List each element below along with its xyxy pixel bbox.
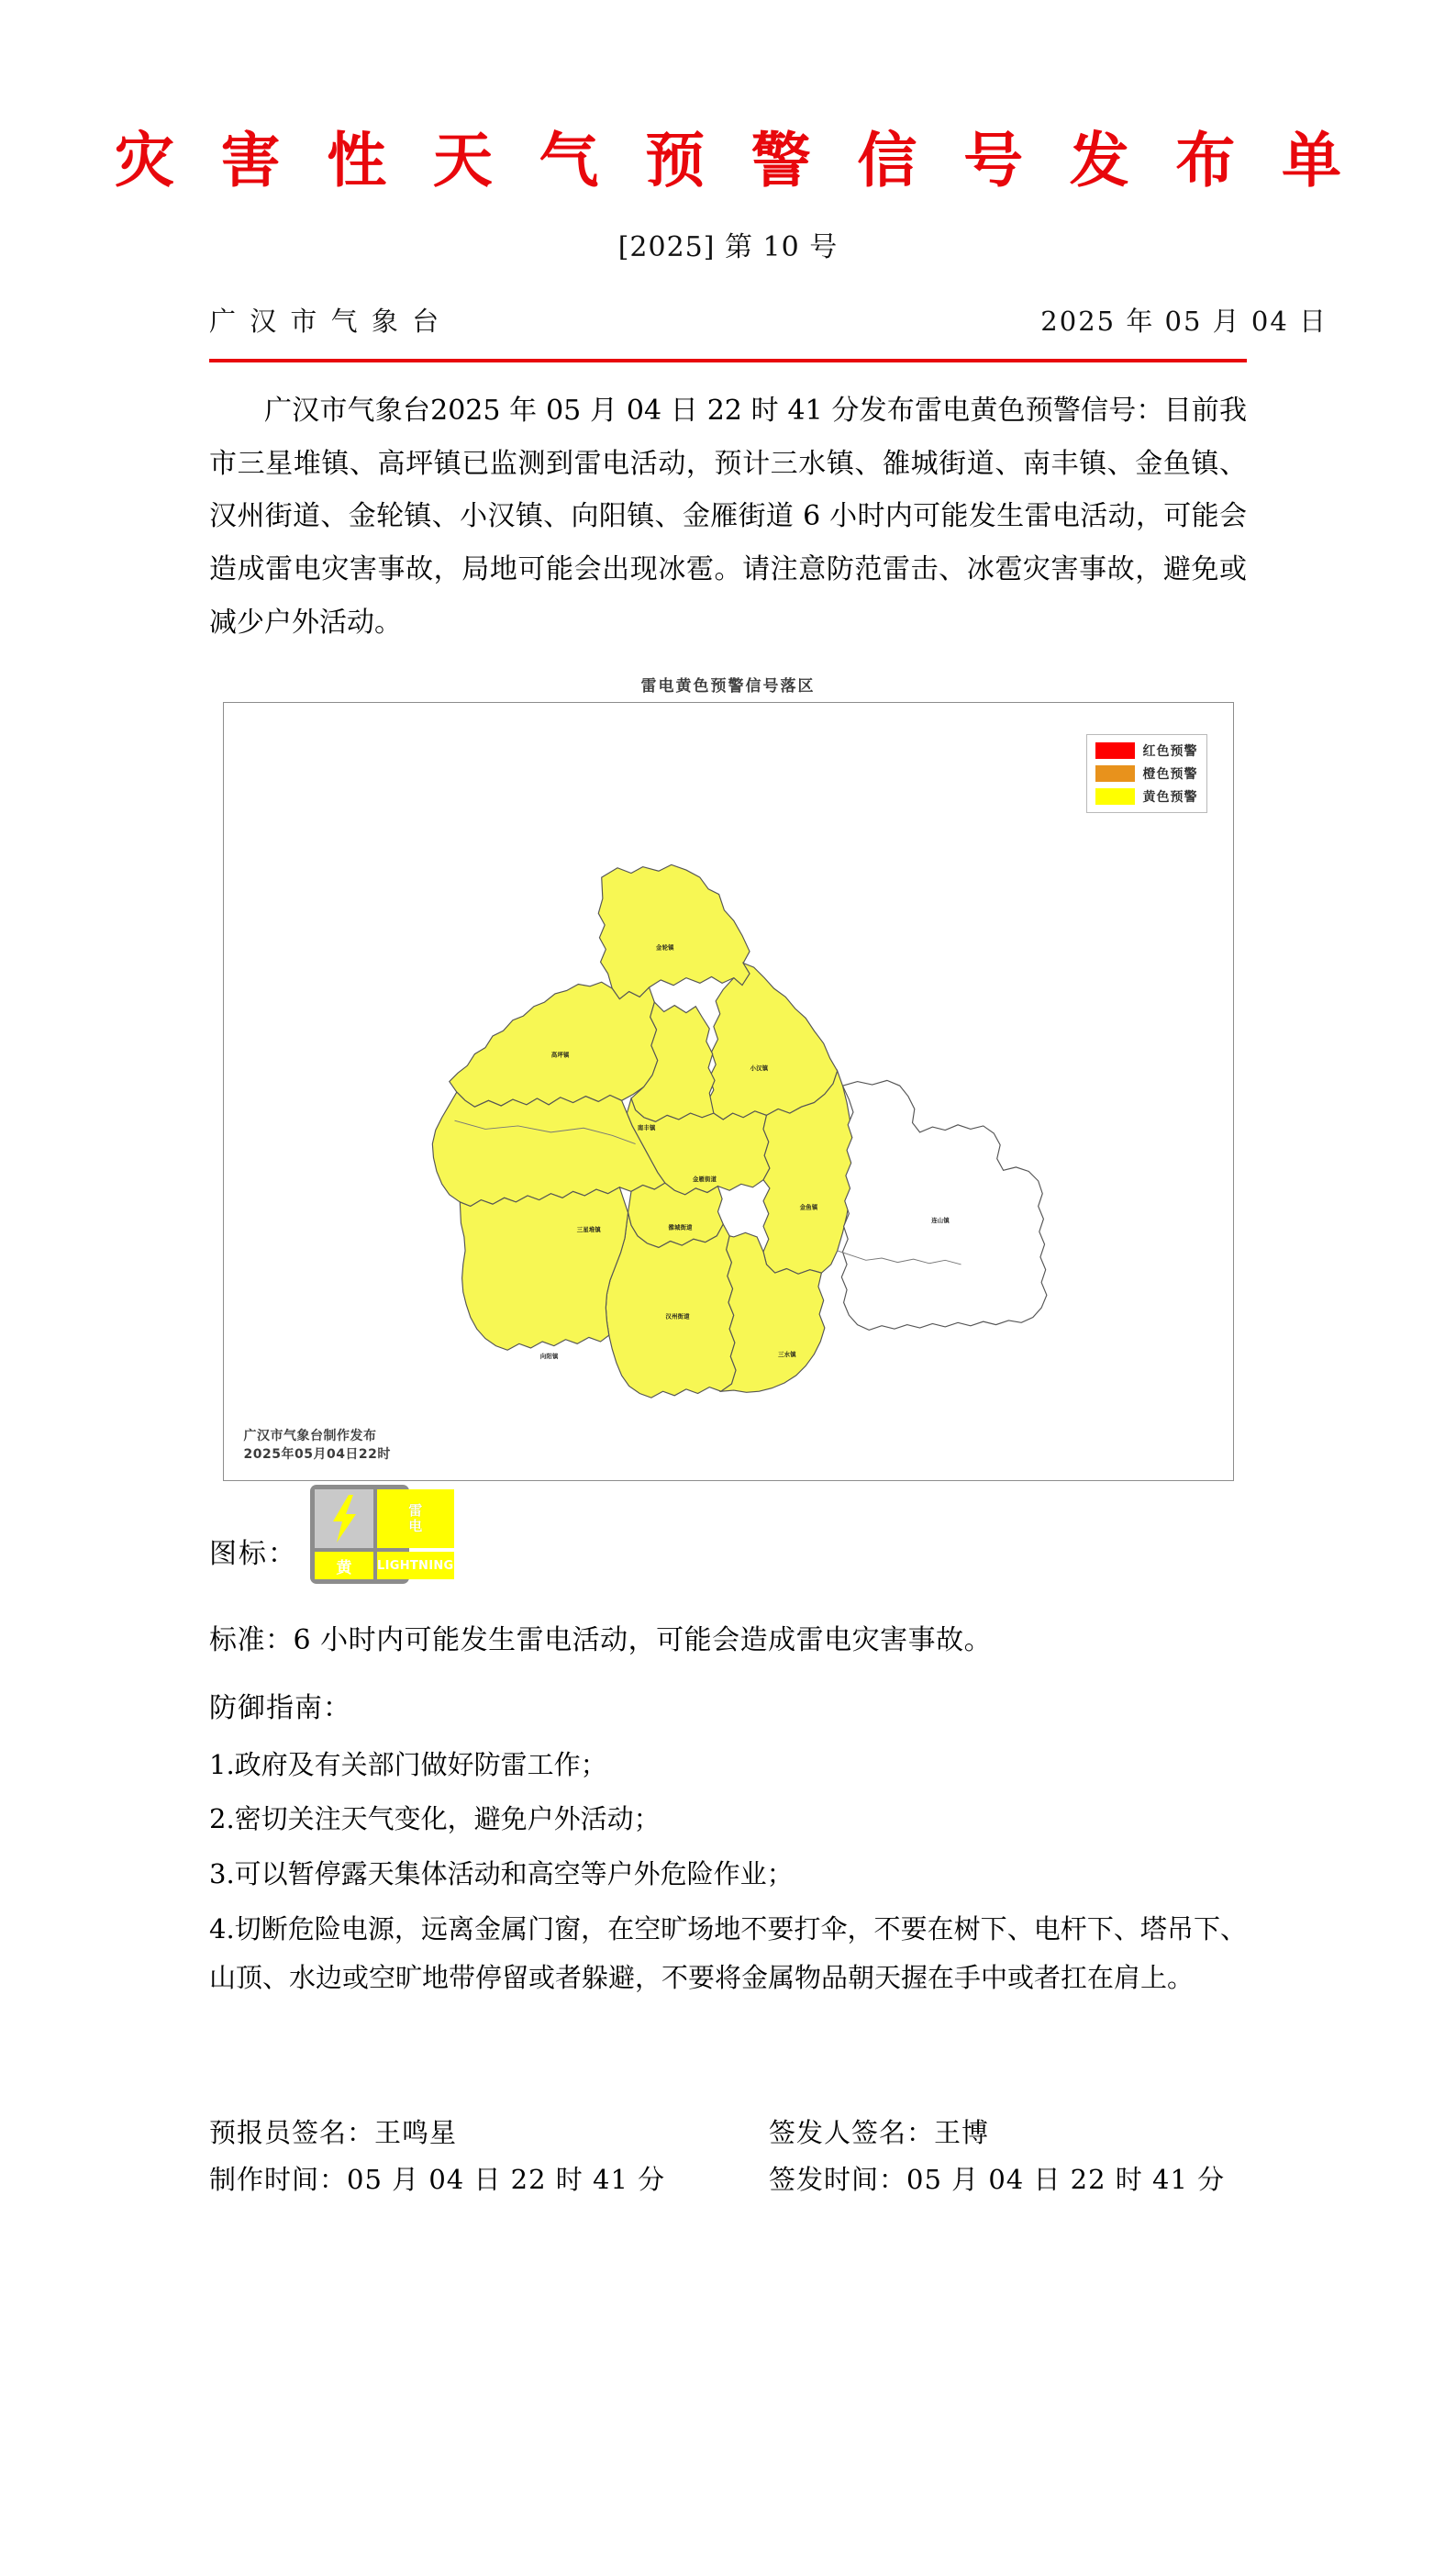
- legend-label-orange: 橙色预警: [1142, 767, 1198, 783]
- signature-names-row: [209, 2110, 1247, 2156]
- document-number: [2025] 第 10 号: [617, 231, 839, 264]
- legend-swatch-yellow: [1095, 788, 1135, 805]
- icon-row: [0, 1481, 1456, 1600]
- map-label-sanxingdui: 三星堆镇: [576, 1227, 601, 1234]
- icon-level-en: LIGHTNING: [377, 1552, 454, 1579]
- issue-date: 2025 年 05 月 04 日: [1040, 306, 1328, 338]
- standard-text: 标准：6 小时内可能发生雷电活动，可能会造成雷电灾害事故。: [209, 1624, 993, 1657]
- legend-row-orange: [1095, 764, 1198, 783]
- guide-item-1: 1.政府及有关部门做好防雷工作；: [209, 1748, 607, 1780]
- map-credit-line-2: 2025年05月04日22时: [243, 1446, 391, 1462]
- map-label-jinyu: 金鱼镇: [799, 1204, 817, 1211]
- signature-times-row: [209, 2156, 1247, 2203]
- map-credit: [244, 1427, 391, 1465]
- icon-vertical-text: [377, 1489, 454, 1548]
- guide-heading: 防御指南：: [209, 1691, 351, 1724]
- approver-signature: 签发人签名：王博: [769, 2117, 990, 2149]
- township-shape-xiaohan: [706, 964, 837, 1120]
- map-label-jinyan: 金雁街道: [692, 1176, 717, 1184]
- legend-swatch-orange: [1095, 765, 1135, 782]
- map-frame: [223, 702, 1234, 1481]
- legend-row-yellow: [1095, 787, 1198, 806]
- map-legend: [1086, 734, 1207, 813]
- guide-item-4: 4.切断危险电源，远离金属门窗，在空旷场地不要打伞，不要在树下、电杆下、塔吊下、山顶、水边或空旷地带停留或者躲避，不要将金属物品朝天握在手中或者扛在肩上。: [209, 1912, 1247, 1993]
- warning-body-text: 广汉市气象台2025 年 05 月 04 日 22 时 41 分发布雷电黄色预警信号：目前我市三星堆镇、高坪镇已监测到雷电活动，预计三水镇、雒城街道、南丰镇、金鱼镇、汉州街道、金轮镇、小汉镇、向阳镇、金雁街道 6 小时内可能发生雷电活动，可能会造成雷电灾害事故，局地可能会出现冰雹。请注意防范雷击、冰雹灾害事故，避免或减少户外活动。: [209, 395, 1247, 639]
- map-credit-line-1: 广汉市气象台制作发布: [243, 1428, 377, 1443]
- warning-map-section: [223, 673, 1234, 1481]
- issued-time: 签发时间：05 月 04 日 22 时 41 分: [769, 2164, 1226, 2196]
- map-label-xiaohan: 小汉镇: [750, 1065, 768, 1073]
- map-label-gaoping: 高坪镇: [550, 1052, 570, 1059]
- guide-item-3: 3.可以暂停露天集体活动和高空等户外危险作业；: [209, 1858, 794, 1890]
- lightning-bolt-icon: [315, 1489, 373, 1548]
- map-title: 雷电黄色预警信号落区: [640, 677, 816, 696]
- map-label-nanfeng: 南丰镇: [637, 1125, 656, 1132]
- legend-swatch-red: [1095, 742, 1135, 759]
- guide-item-2: 2.密切关注天气变化，避免户外活动；: [209, 1803, 661, 1835]
- lightning-yellow-warning-icon: [310, 1485, 454, 1584]
- map-label-xiangyang: 向阳镇: [539, 1354, 559, 1361]
- legend-label-red: 红色预警: [1142, 744, 1198, 760]
- legend-label-yellow: 黄色预警: [1142, 790, 1198, 806]
- icon-row-label: 图标：: [209, 1538, 297, 1571]
- icon-level-cn: 黄: [315, 1552, 373, 1579]
- legend-row-red: [1095, 741, 1198, 760]
- map-label-luocheng: 雒城街道: [667, 1224, 693, 1231]
- township-shape-jinlun: [598, 864, 750, 998]
- guanghan-township-map: [224, 703, 1233, 1480]
- map-label-jinlun: 金轮镇: [655, 944, 674, 952]
- made-time: 制作时间：05 月 04 日 22 时 41 分: [209, 2164, 666, 2196]
- icon-vertical-char-2: 电: [408, 1518, 423, 1535]
- icon-vertical-char-1: 雷: [408, 1502, 423, 1520]
- issuing-office: 广 汉 市 气 象 台: [209, 306, 442, 338]
- guide-list: [0, 1725, 1456, 2002]
- issuer-row: [0, 264, 1456, 339]
- forecaster-signature: 预报员签名：王鸣星: [209, 2117, 458, 2149]
- township-shape-luocheng: [628, 1183, 723, 1247]
- map-label-sanshui: 三水镇: [777, 1352, 796, 1359]
- map-label-lianshan: 连山镇: [930, 1217, 950, 1224]
- signature-block: [0, 2001, 1456, 2203]
- page-title: 灾 害 性 天 气 预 警 信 号 发 布 单: [115, 126, 1354, 195]
- township-shape-lianshan: [841, 1081, 1047, 1331]
- bottom-spacer: [0, 2203, 1456, 2277]
- map-label-hanzhou: 汉州街道: [665, 1313, 690, 1320]
- township-shape-xiangyang: [460, 1187, 628, 1350]
- township-shape-gaoping: [449, 982, 657, 1107]
